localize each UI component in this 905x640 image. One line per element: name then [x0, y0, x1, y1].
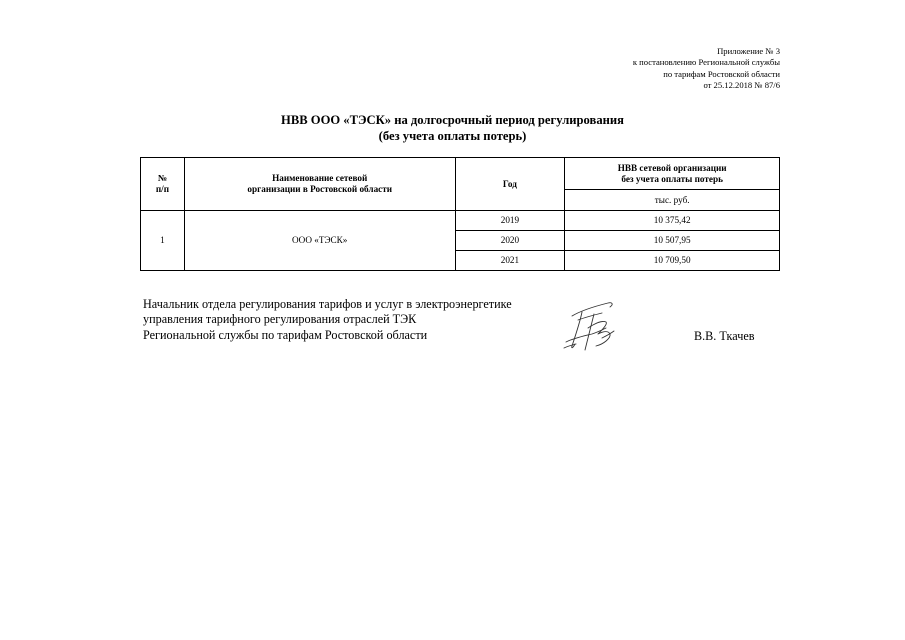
title-line-2: (без учета оплаты потерь): [378, 128, 527, 143]
header-nvv-line-1: НВВ сетевой организации: [617, 162, 727, 173]
row-num: 1: [141, 211, 185, 271]
annex-line-2: к постановлению Региональной службы: [632, 57, 780, 68]
annex-line-3: по тарифам Ростовской области: [663, 68, 780, 79]
header-nvv: [565, 158, 780, 190]
annex-header: [633, 46, 780, 92]
header-org-name: [184, 158, 455, 211]
handwritten-signature: [558, 298, 624, 358]
header-unit: тыс. руб.: [565, 190, 780, 211]
header-num-line-2: п/п: [155, 184, 170, 194]
position-line-3: Региональной службы по тарифам Ростовской области: [143, 327, 428, 342]
header-org-line-1: Наименование сетевой: [272, 173, 368, 183]
row-year: 2021: [455, 251, 565, 271]
header-row: [141, 158, 780, 190]
signatory-name: В.В. Ткачев: [694, 329, 755, 343]
header-year: Год: [455, 158, 565, 211]
row-value: 10 507,95: [565, 231, 780, 251]
row-org-name: ООО «ТЭСК»: [184, 211, 455, 271]
position-line-2: управления тарифного регулирования отраслей ТЭК: [143, 312, 417, 327]
row-value: 10 375,42: [565, 211, 780, 231]
document-title: [0, 113, 905, 144]
header-num: [141, 158, 185, 211]
annex-line-4: от 25.12.2018 № 87/6: [703, 80, 780, 91]
header-nvv-line-2: без учета оплаты потерь: [621, 173, 723, 184]
title-line-1: НВВ ООО «ТЭСК» на долгосрочный период регулирования: [281, 113, 624, 127]
header-num-line-1: №: [157, 173, 168, 183]
row-year: 2020: [455, 231, 565, 251]
table-row: [141, 211, 780, 231]
row-year: 2019: [455, 211, 565, 231]
position-line-1: Начальник отдела регулирования тарифов и услуг в электроэнергетике: [143, 297, 512, 311]
row-value: 10 709,50: [565, 251, 780, 271]
header-org-line-2: организации в Ростовской области: [247, 184, 393, 194]
annex-line-1: Приложение № 3: [717, 46, 780, 56]
nvv-table: [140, 157, 780, 271]
signatory-position: [143, 297, 512, 343]
